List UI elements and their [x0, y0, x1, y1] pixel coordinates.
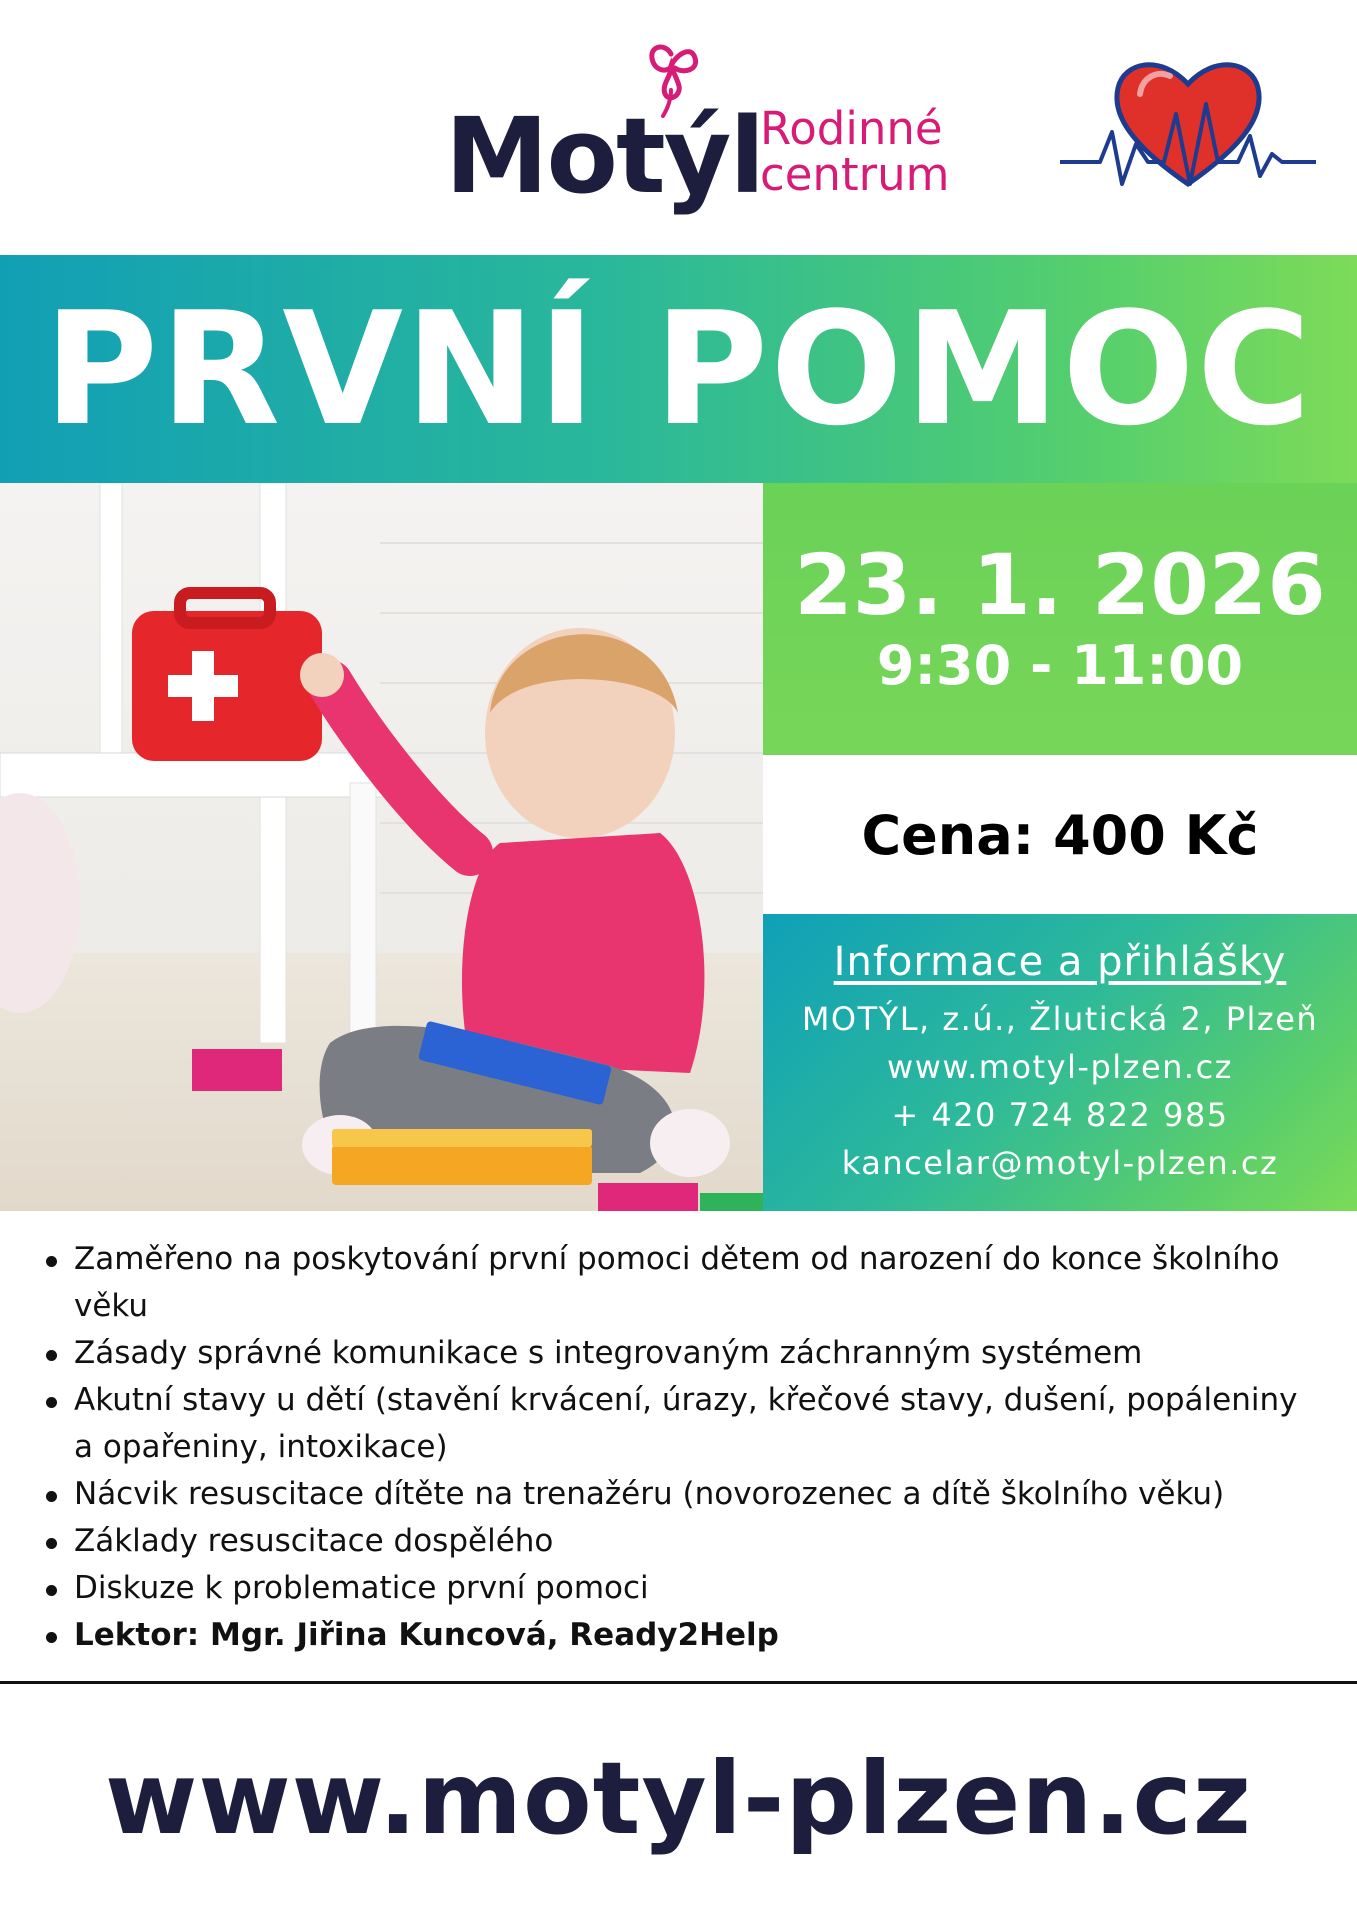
lecturer-item: Lektor: Mgr. Jiřina Kuncová, Ready2Help [40, 1612, 1320, 1659]
price-label: Cena: 400 Kč [861, 803, 1259, 867]
info-panel [763, 914, 1357, 1211]
event-date: 23. 1. 2026 [794, 536, 1326, 635]
info-address: MOTÝL, z.ú., Žlutická 2, Plzeň [801, 999, 1319, 1038]
info-heading[interactable]: Informace a přihlášky [833, 938, 1287, 985]
date-panel [763, 483, 1357, 755]
motyl-logo [445, 44, 965, 224]
child-first-aid-photo [0, 483, 763, 1211]
info-email[interactable]: kancelar@motyl-plzen.cz [841, 1143, 1279, 1182]
logo-wordmark: Motýl [445, 95, 764, 217]
info-website[interactable]: www.motyl-plzen.cz [887, 1047, 1233, 1086]
list-item: Diskuze k problematice první pomoci [40, 1565, 1320, 1612]
page-title: PRVNÍ POMOC [43, 278, 1314, 460]
heartbeat-heart-icon [1060, 44, 1316, 194]
title-banner [0, 255, 1357, 483]
list-item: Akutní stavy u dětí (stavění krvácení, úrazy, křečové stavy, dušení, popáleniny a opařeniny, intoxikace) [40, 1377, 1320, 1471]
info-phone[interactable]: + 420 724 822 985 [891, 1095, 1229, 1134]
logo-subtitle [760, 102, 950, 201]
list-item: Nácvik resuscitace dítěte na trenažéru (novorozenec a dítě školního věku) [40, 1471, 1320, 1518]
list-item: Zásady správné komunikace s integrovaným záchranným systémem [40, 1330, 1320, 1377]
course-topics-list [40, 1236, 1320, 1659]
footer-website[interactable]: www.motyl-plzen.cz [105, 1740, 1252, 1857]
event-time: 9:30 - 11:00 [876, 633, 1244, 697]
logo-sub-line2: centrum [760, 148, 950, 201]
logo-sub-line1: Rodinné [760, 102, 943, 155]
list-item: Základy resuscitace dospělého [40, 1518, 1320, 1565]
divider [0, 1681, 1357, 1684]
list-item: Zaměřeno na poskytování první pomoci dětem od narození do konce školního věku [40, 1236, 1320, 1330]
